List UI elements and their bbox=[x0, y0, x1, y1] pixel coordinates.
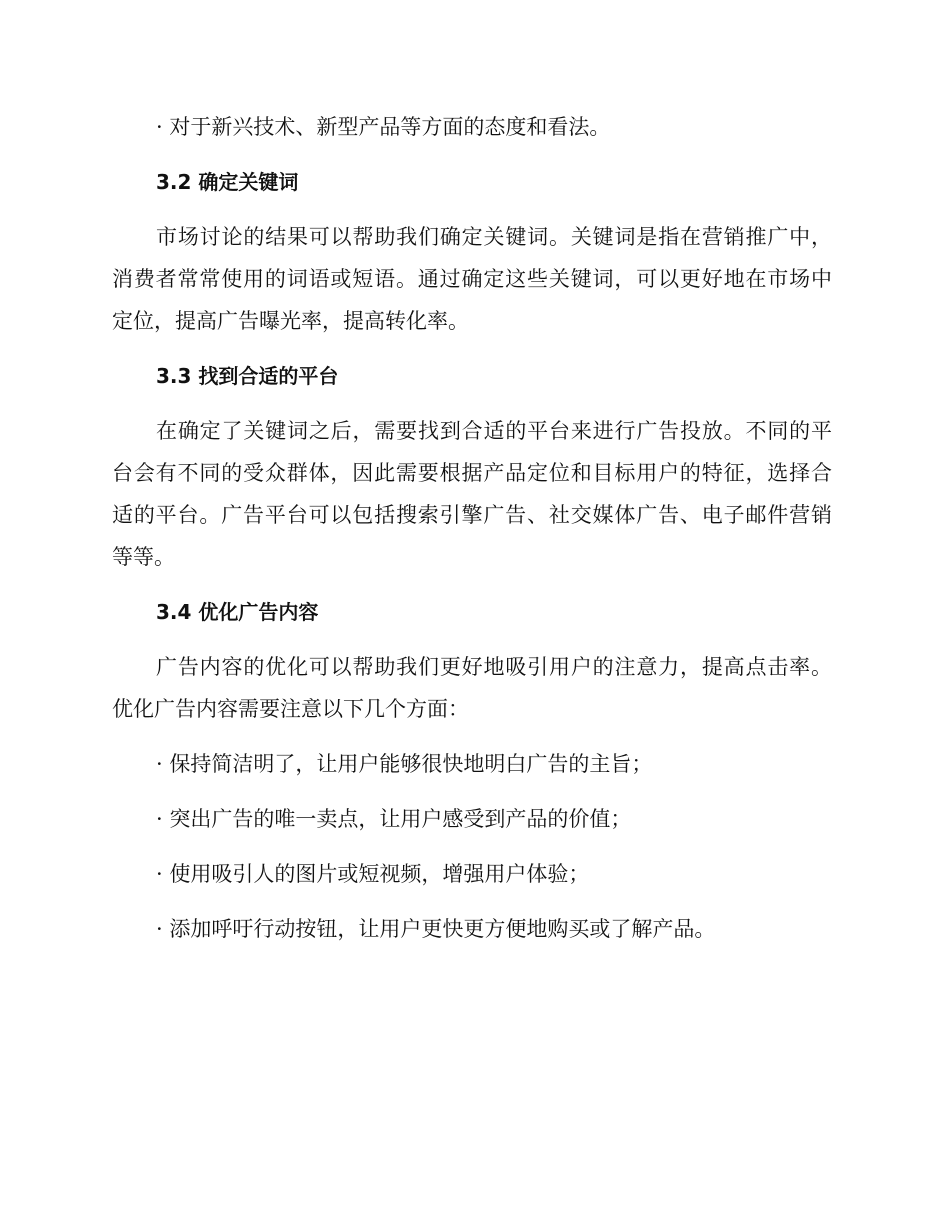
paragraph-line: 广告内容的优化可以帮助我们更好地吸引用户的注意力，提高点击率。 bbox=[156, 655, 832, 679]
section-heading-3-3: 3.3 找到合适的平台 bbox=[156, 364, 339, 388]
section-heading-3-2: 3.2 确定关键词 bbox=[156, 170, 299, 194]
paragraph-line: 等等。 bbox=[112, 545, 175, 569]
paragraph-line: 适的平台。广告平台可以包括搜索引擎广告、社交媒体广告、电子邮件营销 bbox=[112, 503, 832, 527]
list-item: · 突出广告的唯一卖点，让用户感受到产品的价值； bbox=[156, 807, 632, 831]
paragraph-line: 在确定了关键词之后，需要找到合适的平台来进行广告投放。不同的平 bbox=[156, 419, 832, 443]
paragraph-line: 定位，提高广告曝光率，提高转化率。 bbox=[112, 309, 469, 333]
section-heading-3-4: 3.4 优化广告内容 bbox=[156, 600, 319, 624]
list-item: · 保持简洁明了，让用户能够很快地明白广告的主旨； bbox=[156, 752, 653, 776]
list-item: · 使用吸引人的图片或短视频，增强用户体验； bbox=[156, 862, 590, 886]
paragraph-line: 消费者常常使用的词语或短语。通过确定这些关键词，可以更好地在市场中 bbox=[112, 267, 832, 291]
list-item: · 添加呼吁行动按钮，让用户更快更方便地购买或了解产品。 bbox=[156, 917, 716, 941]
paragraph-line: 市场讨论的结果可以帮助我们确定关键词。关键词是指在营销推广中， bbox=[156, 225, 832, 249]
bullet-emerging-tech: · 对于新兴技术、新型产品等方面的态度和看法。 bbox=[156, 115, 611, 139]
paragraph-line: 优化广告内容需要注意以下几个方面： bbox=[112, 697, 469, 721]
paragraph-line: 台会有不同的受众群体，因此需要根据产品定位和目标用户的特征，选择合 bbox=[112, 461, 832, 485]
